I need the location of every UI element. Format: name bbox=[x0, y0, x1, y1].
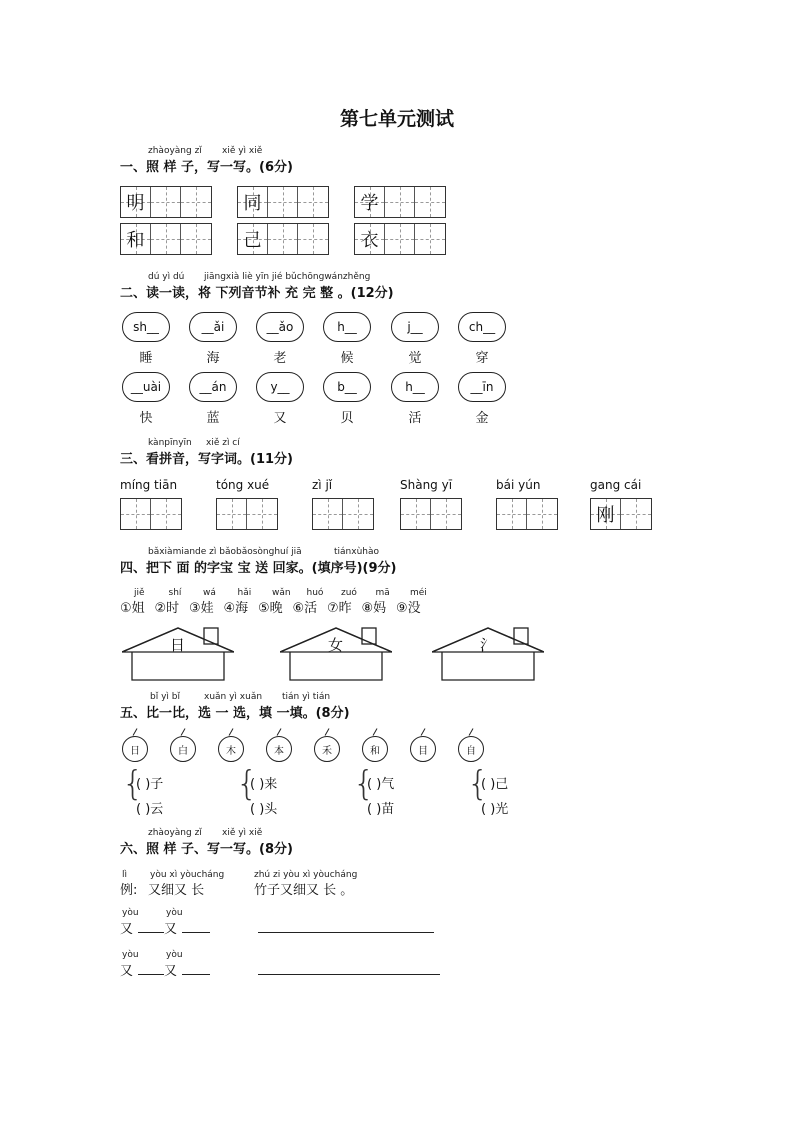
apple-stem bbox=[229, 728, 241, 739]
section-4-heading: 四、把下 面 的字宝 宝 送 回家。(填序号)(9分) bbox=[120, 561, 397, 576]
hanzi-character: 又 bbox=[273, 411, 287, 426]
section-1-heading: 一、照 样 子，写一写。(6分) bbox=[120, 160, 293, 175]
fill-blank[interactable]: ( )云 bbox=[136, 802, 164, 817]
pinyin: shí bbox=[168, 588, 182, 598]
grid-cell[interactable] bbox=[238, 224, 268, 254]
numbered-character: ⑥活 bbox=[292, 601, 318, 616]
numbered-character: ⑦昨 bbox=[327, 601, 352, 616]
apple-stem bbox=[133, 728, 145, 739]
blank-line[interactable] bbox=[182, 974, 210, 975]
grid-cell[interactable] bbox=[181, 224, 211, 254]
grid-cell[interactable] bbox=[343, 499, 373, 529]
pinyin: zhàoyàng zǐ bbox=[148, 828, 202, 838]
copy-grid[interactable] bbox=[237, 186, 329, 218]
apple-stem bbox=[469, 728, 481, 739]
hanzi-character: 蓝 bbox=[206, 411, 220, 426]
pinyin: huó bbox=[306, 588, 324, 598]
hanzi-character: 穿 bbox=[475, 351, 489, 366]
pinyin: wá bbox=[203, 588, 216, 598]
word-grid[interactable] bbox=[400, 498, 462, 530]
grid-cell[interactable] bbox=[268, 224, 298, 254]
grid-cell[interactable] bbox=[238, 187, 268, 217]
grid-cell[interactable] bbox=[268, 187, 298, 217]
pinyin: xiě yì xiě bbox=[222, 828, 263, 838]
grid-cell[interactable] bbox=[217, 499, 247, 529]
fill-blank[interactable]: ( )气 bbox=[367, 777, 395, 792]
pinyin: kànpīnyīn bbox=[148, 438, 192, 448]
grid-character: 和 bbox=[126, 230, 145, 251]
word-pinyin: bái yún bbox=[496, 478, 541, 492]
numbered-character: ④海 bbox=[223, 601, 249, 616]
grid-cell[interactable] bbox=[313, 499, 343, 529]
grid-cell[interactable] bbox=[121, 224, 151, 254]
pinyin: wǎn bbox=[272, 588, 291, 598]
apple-character: 自 bbox=[458, 736, 484, 762]
pinyin: jiě bbox=[134, 588, 145, 598]
copy-grid[interactable] bbox=[120, 223, 212, 255]
syllable-cloud[interactable]: sh__ bbox=[122, 312, 170, 342]
word-grid[interactable] bbox=[120, 498, 182, 530]
syllable-cloud[interactable]: h__ bbox=[323, 312, 371, 342]
blank-line[interactable] bbox=[138, 932, 164, 933]
pinyin: zuó bbox=[341, 588, 357, 598]
word-grid[interactable] bbox=[216, 498, 278, 530]
grid-cell[interactable] bbox=[247, 499, 277, 529]
hanzi-character: 睡 bbox=[139, 351, 153, 366]
numbered-character: ①姐 bbox=[120, 601, 145, 616]
apple-character: 禾 bbox=[314, 736, 340, 762]
syllable-cloud[interactable]: __ǎo bbox=[256, 312, 304, 342]
apple-character: 目 bbox=[410, 736, 436, 762]
syllable-cloud[interactable]: y__ bbox=[256, 372, 304, 402]
grid-cell[interactable] bbox=[497, 499, 527, 529]
syllable-cloud[interactable]: __án bbox=[189, 372, 237, 402]
fill-blank[interactable]: ( )己 bbox=[481, 777, 509, 792]
house-radical: 氵 bbox=[480, 636, 496, 654]
grid-cell[interactable] bbox=[415, 187, 445, 217]
pinyin: bǐ yì bǐ bbox=[150, 692, 180, 702]
copy-grid[interactable] bbox=[120, 186, 212, 218]
answer-line[interactable] bbox=[258, 932, 434, 933]
grid-cell[interactable] bbox=[591, 499, 621, 529]
you-character: 又 bbox=[120, 922, 134, 937]
copy-grid[interactable] bbox=[354, 186, 446, 218]
house-radical: 日 bbox=[170, 636, 186, 654]
you-character: 又 bbox=[120, 964, 134, 979]
grid-cell[interactable] bbox=[151, 224, 181, 254]
word-grid[interactable] bbox=[312, 498, 374, 530]
section-3-heading: 三、看拼音，写字词。(11分) bbox=[120, 452, 293, 467]
syllable-cloud[interactable]: __uài bbox=[122, 372, 170, 402]
brace: { bbox=[353, 764, 375, 804]
grid-character: 同 bbox=[243, 193, 262, 214]
hanzi-character: 活 bbox=[408, 411, 422, 426]
pinyin: méi bbox=[410, 588, 427, 598]
brace: { bbox=[122, 764, 144, 804]
fill-blank[interactable]: ( )子 bbox=[136, 777, 164, 792]
syllable-cloud[interactable]: b__ bbox=[323, 372, 371, 402]
word-pinyin: míng tiān bbox=[120, 478, 178, 492]
example-label: 例: bbox=[120, 883, 138, 898]
copy-grid[interactable] bbox=[237, 223, 329, 255]
grid-cell[interactable] bbox=[355, 187, 385, 217]
pinyin: yòu xì yòucháng bbox=[150, 870, 225, 880]
pinyin: hǎi bbox=[237, 588, 252, 598]
grid-cell[interactable] bbox=[415, 224, 445, 254]
apple-character: 日 bbox=[122, 736, 148, 762]
hanzi-character: 贝 bbox=[340, 411, 354, 426]
grid-cell[interactable] bbox=[298, 187, 328, 217]
syllable-cloud[interactable]: h__ bbox=[391, 372, 439, 402]
hanzi-character: 快 bbox=[139, 411, 153, 426]
word-pinyin: Shàng yī bbox=[400, 478, 453, 492]
hanzi-character: 金 bbox=[475, 411, 489, 426]
grid-character: 衣 bbox=[360, 230, 379, 251]
apple-character: 本 bbox=[266, 736, 292, 762]
numbered-character: ②时 bbox=[154, 601, 180, 616]
word-grid[interactable] bbox=[590, 498, 652, 530]
fill-blank[interactable]: ( )来 bbox=[250, 777, 278, 792]
house-radical: 女 bbox=[328, 636, 344, 654]
hanzi-character: 海 bbox=[206, 351, 220, 366]
grid-cell[interactable] bbox=[385, 224, 415, 254]
example-phrase: 又细又 长 bbox=[148, 883, 205, 898]
grid-cell[interactable] bbox=[431, 499, 461, 529]
grid-cell[interactable] bbox=[527, 499, 557, 529]
you-character: 又 bbox=[164, 964, 178, 979]
pinyin: tiánxùhào bbox=[334, 547, 380, 557]
pinyin: xiě yì xiě bbox=[222, 146, 263, 156]
hanzi-character: 候 bbox=[340, 351, 354, 366]
word-pinyin: gang cái bbox=[590, 478, 642, 492]
grid-cell[interactable] bbox=[385, 187, 415, 217]
pinyin: dú yì dú bbox=[148, 272, 185, 282]
pinyin: zhú zi yòu xì yòucháng bbox=[254, 870, 358, 880]
brace: { bbox=[236, 764, 258, 804]
pinyin: tián yì tián bbox=[282, 692, 331, 702]
apple-stem bbox=[325, 728, 337, 739]
pinyin: jiāngxià liè yīn jié bǔchōngwánzhěng bbox=[204, 272, 371, 282]
apple-character: 木 bbox=[218, 736, 244, 762]
grid-cell[interactable] bbox=[121, 187, 151, 217]
fill-blank[interactable]: ( )光 bbox=[481, 802, 509, 817]
fill-blank[interactable]: ( )苗 bbox=[367, 802, 395, 817]
syllable-cloud[interactable]: __ǎi bbox=[189, 312, 237, 342]
brace: { bbox=[467, 764, 489, 804]
pinyin: mā bbox=[375, 588, 390, 598]
pinyin: xuǎn yì xuǎn bbox=[204, 692, 263, 702]
pinyin: lì bbox=[122, 870, 128, 880]
answer-line[interactable] bbox=[258, 974, 440, 975]
apple-character: 白 bbox=[170, 736, 196, 762]
pinyin: yòu bbox=[122, 950, 139, 960]
pinyin: yòu bbox=[166, 950, 183, 960]
hanzi-character: 老 bbox=[273, 351, 287, 366]
hanzi-character: 觉 bbox=[408, 351, 422, 366]
grid-character: 学 bbox=[360, 193, 379, 214]
apple-stem bbox=[421, 728, 433, 739]
section-6-heading: 六、照 样 子、写一写。(8分) bbox=[120, 842, 293, 857]
numbered-character: ⑨没 bbox=[396, 601, 421, 616]
blank-line[interactable] bbox=[138, 974, 164, 975]
numbered-character: ⑧妈 bbox=[361, 601, 387, 616]
pinyin: bǎxiàmiande zì bǎobǎosònghuí jiā bbox=[148, 547, 302, 557]
page-title: 第七单元测试 bbox=[339, 108, 454, 130]
word-pinyin: zì jǐ bbox=[312, 478, 333, 492]
pinyin: yòu bbox=[166, 908, 183, 918]
numbered-character: ⑤晚 bbox=[258, 601, 283, 616]
apple-stem bbox=[277, 728, 289, 739]
grid-cell[interactable] bbox=[355, 224, 385, 254]
grid-cell[interactable] bbox=[121, 499, 151, 529]
apple-character: 和 bbox=[362, 736, 388, 762]
example-sentence: 竹子又细又 长 。 bbox=[254, 883, 354, 898]
apple-stem bbox=[373, 728, 385, 739]
fill-blank[interactable]: ( )头 bbox=[250, 802, 278, 817]
syllable-cloud[interactable]: ch__ bbox=[458, 312, 506, 342]
word-grid[interactable] bbox=[496, 498, 558, 530]
grid-character: 己 bbox=[243, 230, 262, 251]
numbered-character: ③娃 bbox=[189, 601, 214, 616]
section-5-heading: 五、比一比，选 一 选，填 一填。(8分) bbox=[120, 706, 350, 721]
grid-cell[interactable] bbox=[151, 187, 181, 217]
syllable-cloud[interactable]: j__ bbox=[391, 312, 439, 342]
grid-cell[interactable] bbox=[151, 499, 181, 529]
grid-character: 明 bbox=[126, 193, 145, 214]
grid-cell[interactable] bbox=[181, 187, 211, 217]
blank-line[interactable] bbox=[182, 932, 210, 933]
word-pinyin: tóng xué bbox=[216, 478, 270, 492]
apple-stem bbox=[181, 728, 193, 739]
grid-cell[interactable] bbox=[401, 499, 431, 529]
grid-character: 刚 bbox=[596, 505, 615, 526]
syllable-cloud[interactable]: __īn bbox=[458, 372, 506, 402]
section-2-heading: 二、读一读，将 下列音节补 充 完 整 。(12分) bbox=[120, 286, 394, 301]
you-character: 又 bbox=[164, 922, 178, 937]
pinyin: xiě zì cí bbox=[206, 438, 240, 448]
grid-cell[interactable] bbox=[621, 499, 651, 529]
grid-cell[interactable] bbox=[298, 224, 328, 254]
pinyin: zhàoyàng zǐ bbox=[148, 146, 202, 156]
copy-grid[interactable] bbox=[354, 223, 446, 255]
pinyin: yòu bbox=[122, 908, 139, 918]
